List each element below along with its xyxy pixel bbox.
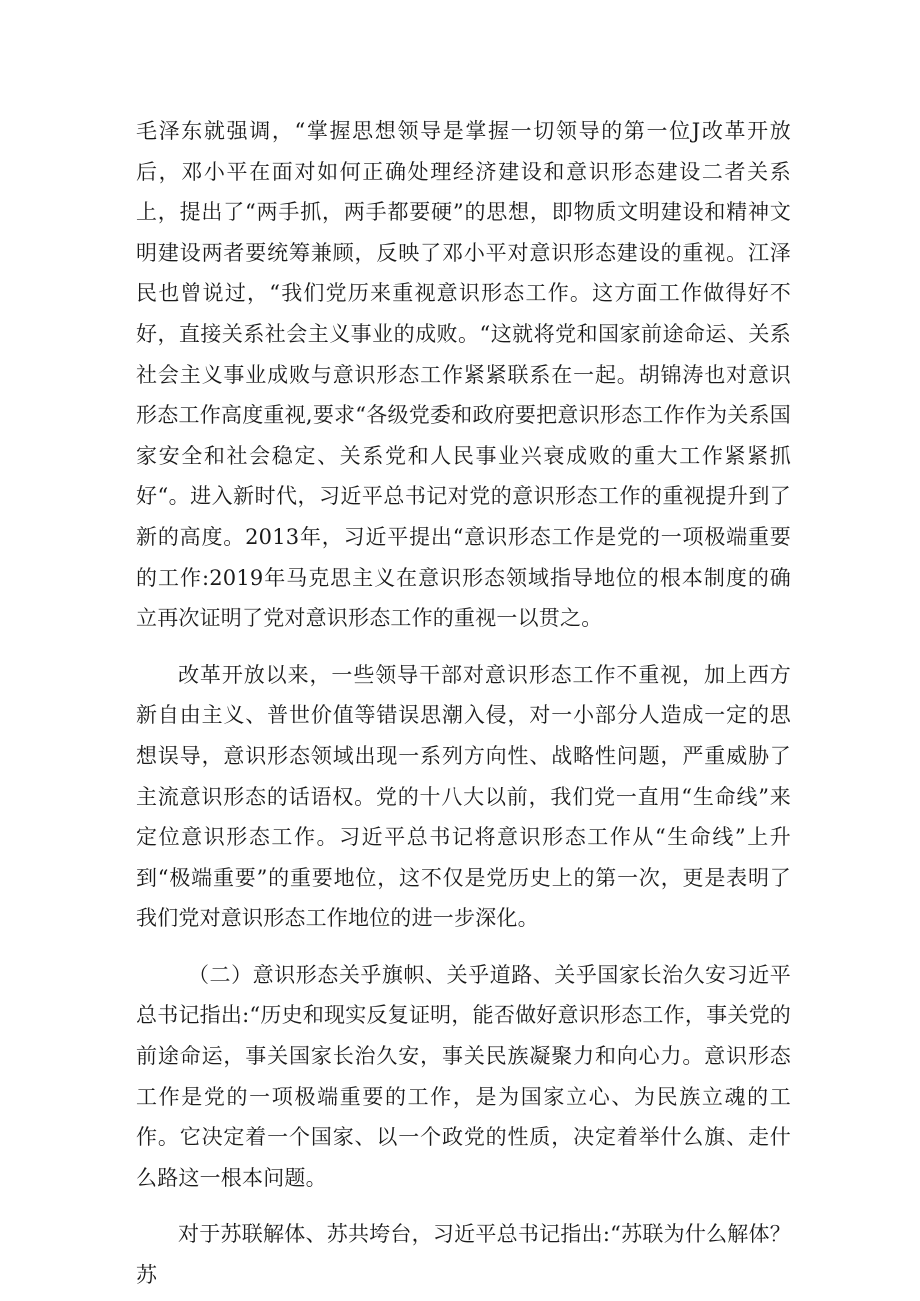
paragraph-section-two: （二）意识形态关乎旗帜、关乎道路、关乎国家长治久安习近平总书记指出:“历史和现实反复证明，能否做好意识形态工作，事关党的前途命运，事关国家长治久安，事关民族凝聚力和向心力。意识形态工作是党的一项极端重要的工作，是为国家立心、为民族立魂的工作。它决定着一个国家、以一个政党的性质，决定着举什么旗、走什么路这一根本问题。 — [136, 962, 791, 1190]
paragraph-soviet-collapse: 对于苏联解体、苏共垮台，习近平总书记指出:“苏联为什么解体？苏 — [136, 1222, 791, 1288]
paragraph-reform-era: 改革开放以来，一些领导干部对意识形态工作不重视，加上西方新自由主义、普世价值等错误思潮入侵，对一小部分人造成一定的思想误导，意识形态领域出现一系列方向性、战略性问题，严重威胁了主流意识形态的话语权。党的十八大以前，我们党一直用“生命线”来定位意识形态工作。习近平总书记将意识形态工作从“生命线”上升到“极端重要”的重要地位，这不仅是党历史上的第一次，更是表明了我们党对意识形态工作地位的进一步深化。 — [136, 662, 791, 931]
paragraph-leaders-on-ideology: 毛泽东就强调，“掌握思想领导是掌握一切领导的第一位J改革开放后，邓小平在面对如何正确处理经济建设和意识形态建设二者关系上，提出了“两手抓，两手都要硬”的思想，即物质文明建设和精神文明建设两者要统筹兼顾，反映了邓小平对意识形态建设的重视。江泽民也曾说过，“我们党历来重视意识形态工作。这方面工作做得好不好，直接关系社会主义事业的成败。“这就将党和国家前途命运、关系社会主义事业成败与意识形态工作紧紧联系在一起。胡锦涛也对意识形态工作高度重视,要求“各级党委和政府要把意识形态工作作为关系国家安全和社会稳定、关系党和人民事业兴衰成败的重大工作紧紧抓好“。进入新时代，习近平总书记对党的意识形态工作的重视提升到了新的高度。2013年，习近平提出“意识形态工作是党的一项极端重要的工作:2019年马克思主义在意识形态领域指导地位的根本制度的确立再次证明了党对意识形态工作的重视一以贯之。 — [136, 119, 791, 631]
document-body — [136, 111, 791, 1296]
